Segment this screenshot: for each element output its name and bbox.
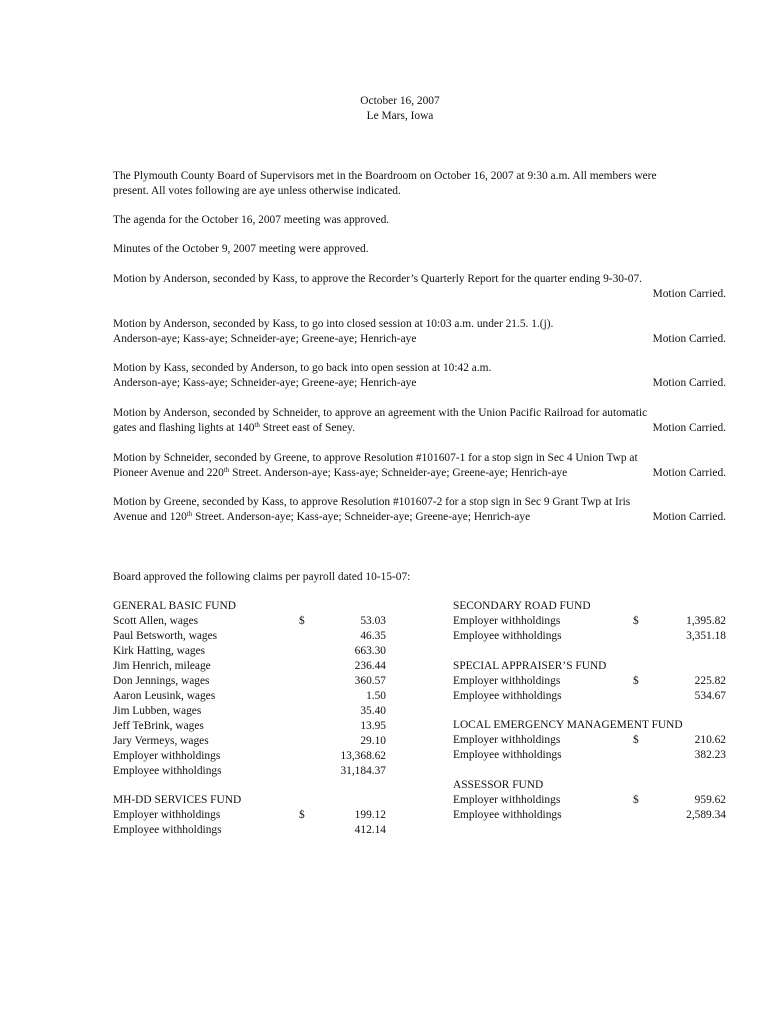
claim-row xyxy=(113,674,386,689)
agenda-approved: The agenda for the October 16, 2007 meeting was approved. xyxy=(113,214,390,226)
vote-record: Anderson-aye; Kass-aye; Schneider-aye; Greene-aye; Henrich-aye xyxy=(113,377,417,389)
claim-row xyxy=(113,808,386,823)
motion-6-text-b: Street. Anderson-aye; Kass-aye; Schneider-aye; Greene-aye; Henrich-aye xyxy=(192,511,531,523)
claim-amount: 534.67 xyxy=(694,690,726,702)
claim-amount: 1,395.82 xyxy=(686,615,726,627)
claim-amount: 236.44 xyxy=(354,660,386,672)
claim-amount: 31,184.37 xyxy=(340,765,386,777)
claim-row xyxy=(453,733,726,748)
fund-title: SECONDARY ROAD FUND xyxy=(453,600,591,612)
motion-2-votes xyxy=(113,332,726,347)
motion-carried-label: Motion Carried. xyxy=(652,422,726,434)
motion-5-text-b: Street. Anderson-aye; Kass-aye; Schneider-aye; Greene-aye; Henrich-aye xyxy=(229,467,568,479)
claim-label: Jim Lubben, wages xyxy=(113,705,202,717)
motion-4-text: Motion by Anderson, seconded by Schneider, to approve an agreement with the Union Pacific Railroad for automatic xyxy=(113,407,648,419)
motion-carried-label: Motion Carried. xyxy=(652,288,726,300)
claim-label: Employer withholdings xyxy=(453,734,561,746)
claim-label: Employee withholdings xyxy=(453,630,562,642)
claim-label: Paul Betsworth, wages xyxy=(113,630,218,642)
claim-label: Scott Allen, wages xyxy=(113,615,199,627)
claim-label: Employee withholdings xyxy=(453,690,562,702)
motion-5-line-2 xyxy=(113,466,726,481)
claim-amount: 35.40 xyxy=(360,705,386,717)
claim-amount: 13.95 xyxy=(360,720,386,732)
claim-amount: 53.03 xyxy=(360,615,386,627)
claim-label: Kirk Hatting, wages xyxy=(113,645,206,657)
claim-row xyxy=(453,689,726,704)
dollar-sign: $ xyxy=(299,809,305,821)
meeting-location: Le Mars, Iowa xyxy=(366,110,434,122)
claim-label: Employer withholdings xyxy=(453,675,561,687)
claim-row xyxy=(113,764,386,779)
claim-label: Employer withholdings xyxy=(113,750,221,762)
claim-amount: 29.10 xyxy=(360,735,386,747)
claim-row xyxy=(453,614,726,629)
fund-title: ASSESSOR FUND xyxy=(453,779,544,791)
claim-amount: 199.12 xyxy=(354,809,386,821)
claim-row xyxy=(113,614,386,629)
motion-4-line-2 xyxy=(113,421,726,436)
claim-row xyxy=(113,629,386,644)
claim-amount: 210.62 xyxy=(694,734,726,746)
motion-2-text: Motion by Anderson, seconded by Kass, to go into closed session at 10:03 a.m. under 21.5. 1.(j). xyxy=(113,318,554,330)
claim-amount: 663.30 xyxy=(354,645,386,657)
motion-carried-label: Motion Carried. xyxy=(652,377,726,389)
dollar-sign: $ xyxy=(299,615,305,627)
claim-amount: 412.14 xyxy=(354,824,386,836)
claim-amount: 46.35 xyxy=(360,630,386,642)
ordinal-suffix: th xyxy=(186,510,193,518)
intro-line-2: present. All votes following are aye unless otherwise indicated. xyxy=(113,185,401,197)
minutes-approved: Minutes of the October 9, 2007 meeting were approved. xyxy=(113,243,369,255)
dollar-sign: $ xyxy=(633,794,639,806)
meeting-date: October 16, 2007 xyxy=(360,95,440,107)
motion-3-text: Motion by Kass, seconded by Anderson, to go back into open session at 10:42 a.m. xyxy=(113,362,492,374)
motion-3-votes xyxy=(113,376,726,391)
motion-5-text-a: Pioneer Avenue and 220 xyxy=(113,467,224,479)
claim-amount: 360.57 xyxy=(354,675,386,687)
claim-row xyxy=(113,823,386,838)
claim-label: Jeff TeBrink, wages xyxy=(113,720,204,732)
motion-carried-label: Motion Carried. xyxy=(652,511,726,523)
claim-row xyxy=(453,674,726,689)
claim-amount: 959.62 xyxy=(694,794,726,806)
claim-row xyxy=(113,704,386,719)
claim-amount: 1.50 xyxy=(366,690,386,702)
dollar-sign: $ xyxy=(633,675,639,687)
claims-intro: Board approved the following claims per payroll dated 10-15-07: xyxy=(113,571,411,583)
motion-4-text-b: Street east of Seney. xyxy=(259,422,355,434)
claim-amount: 2,589.34 xyxy=(686,809,726,821)
claim-label: Don Jennings, wages xyxy=(113,675,210,687)
claim-row xyxy=(113,644,386,659)
claim-row xyxy=(453,793,726,808)
claim-amount: 3,351.18 xyxy=(686,630,726,642)
ordinal-suffix: th xyxy=(254,421,260,429)
claim-label: Employee withholdings xyxy=(453,749,562,761)
dollar-sign: $ xyxy=(633,615,639,627)
claim-row xyxy=(113,659,386,674)
motion-carried-label: Motion Carried. xyxy=(652,467,726,479)
motion-carried-label: Motion Carried. xyxy=(652,333,726,345)
claim-label: Employer withholdings xyxy=(453,794,561,806)
fund-title: SPECIAL APPRAISER’S FUND xyxy=(453,660,607,672)
claim-label: Employer withholdings xyxy=(453,615,561,627)
intro-line-1: The Plymouth County Board of Supervisors met in the Boardroom on October 16, 2007 at 9:30 a.m. All members were xyxy=(113,170,657,182)
claim-row xyxy=(113,749,386,764)
motion-4-text-a: gates and flashing lights at 140 xyxy=(113,422,255,434)
claim-label: Aaron Leusink, wages xyxy=(113,690,216,702)
claim-label: Employee withholdings xyxy=(113,765,222,777)
claim-row xyxy=(113,734,386,749)
fund-title: LOCAL EMERGENCY MANAGEMENT FUND xyxy=(453,719,683,731)
claim-row xyxy=(453,629,726,644)
dollar-sign: $ xyxy=(633,734,639,746)
claim-label: Jary Vermeys, wages xyxy=(113,735,209,747)
claim-label: Employee withholdings xyxy=(453,809,562,821)
claim-row xyxy=(113,719,386,734)
claim-amount: 382.23 xyxy=(694,749,726,761)
claim-row xyxy=(453,808,726,823)
vote-record: Anderson-aye; Kass-aye; Schneider-aye; Greene-aye; Henrich-aye xyxy=(113,333,417,345)
motion-5-text: Motion by Schneider, seconded by Greene, to approve Resolution #101607-1 for a stop sign in Sec 4 Union Twp at xyxy=(113,452,638,464)
claim-amount: 13,368.62 xyxy=(340,750,386,762)
claim-label: Employer withholdings xyxy=(113,809,221,821)
ordinal-suffix: th xyxy=(223,466,230,474)
claim-row xyxy=(453,748,726,763)
claim-row xyxy=(113,689,386,704)
claim-amount: 225.82 xyxy=(694,675,726,687)
motion-1-text: Motion by Anderson, seconded by Kass, to approve the Recorder’s Quarterly Report for the quarter ending 9-30-07. xyxy=(113,273,643,285)
motion-6-text-a: Avenue and 120 xyxy=(113,511,187,523)
motion-6-line-2 xyxy=(113,510,726,525)
claim-label: Employee withholdings xyxy=(113,824,222,836)
fund-title: GENERAL BASIC FUND xyxy=(113,600,236,612)
fund-title: MH-DD SERVICES FUND xyxy=(113,794,242,806)
motion-6-text: Motion by Greene, seconded by Kass, to approve Resolution #101607-2 for a stop sign in Sec 9 Grant Twp at Iris xyxy=(113,496,631,508)
claim-label: Jim Henrich, mileage xyxy=(113,660,211,672)
